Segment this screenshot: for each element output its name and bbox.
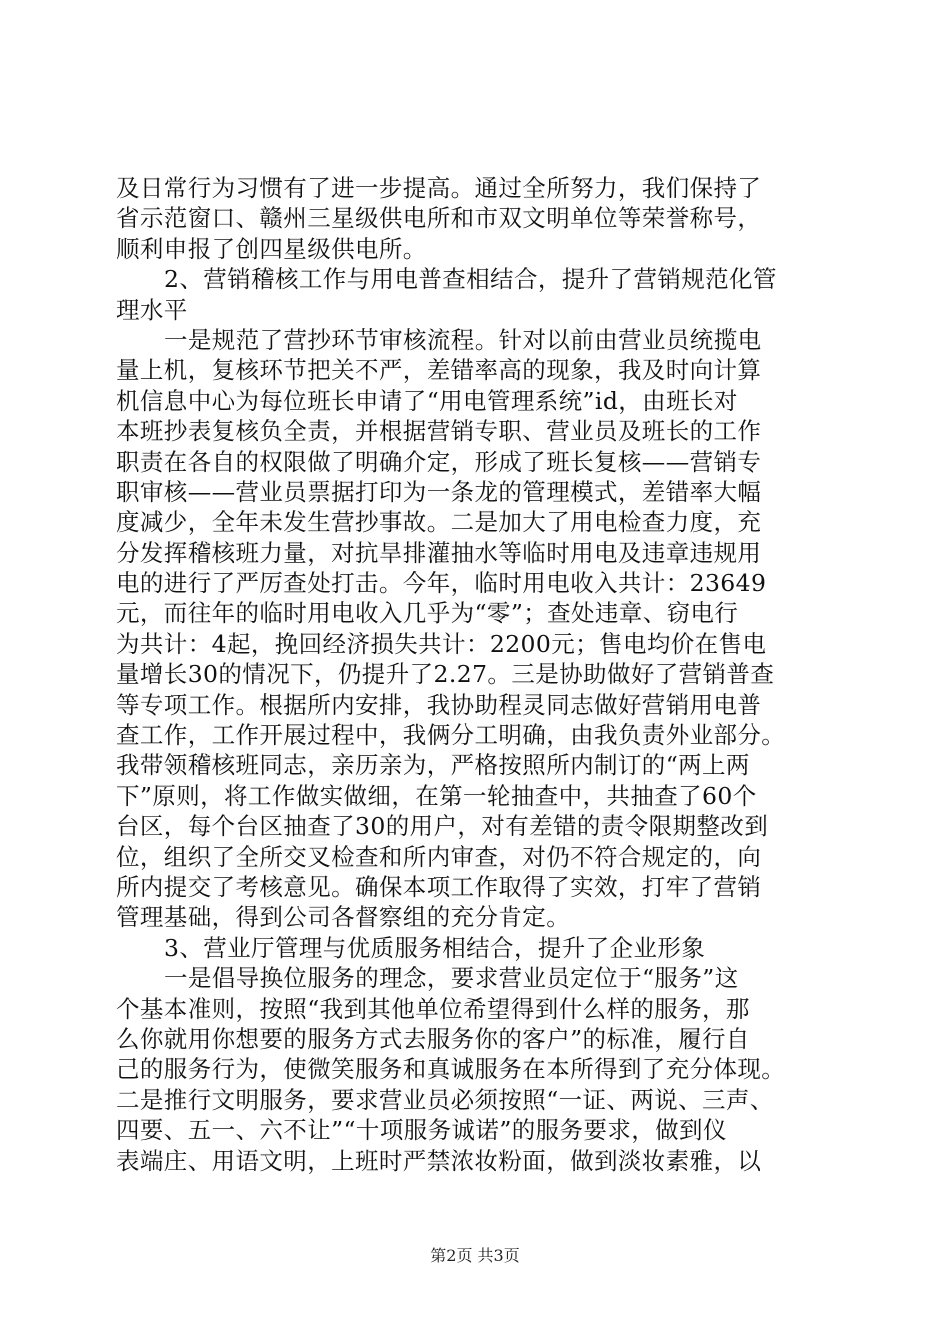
- text-line: 度减少，全年未发生营抄事故。二是加大了用电检查力度，充: [116, 508, 762, 537]
- text-line: 一是倡导换位服务的理念，要求营业员定位于“服务”这: [164, 964, 739, 993]
- page-footer: [0, 1246, 950, 1266]
- text-line: 为共计：4起，挽回经济损失共计：2200元；售电均价在售电: [116, 629, 767, 658]
- text-line: 顺利申报了创四星级供电所。: [116, 234, 427, 263]
- text-line: 元，而往年的临时用电收入几乎为“零”；查处违章、窃电行: [116, 599, 739, 628]
- text-line: 分发挥稽核班力量，对抗旱排灌抽水等临时用电及违章违规用: [116, 538, 762, 567]
- page-number-label: 第2页 共3页: [430, 1246, 520, 1265]
- text-line: 职责在各自的权限做了明确介定，形成了班长复核——营销专: [116, 447, 762, 476]
- text-line: 等专项工作。根据所内安排，我协助程灵同志做好营销用电普: [116, 690, 762, 719]
- text-line: 下”原则，将工作做实做细，在第一轮抽查中，共抽查了60个: [116, 781, 757, 810]
- text-line: 台区，每个台区抽查了30的用户，对有差错的责令限期整改到: [116, 812, 769, 841]
- text-line: 么你就用你想要的服务方式去服务你的客户”的标准，履行自: [116, 1024, 750, 1053]
- section-heading-line: 理水平: [116, 295, 188, 324]
- text-line: 本班抄表复核负全责，并根据营销专职、营业员及班长的工作: [116, 417, 762, 446]
- text-line: 个基本准则，按照“我到其他单位希望得到什么样的服务，那: [116, 994, 750, 1023]
- text-line: 位，组织了全所交叉检查和所内审查，对仍不符合规定的，向: [116, 842, 762, 871]
- text-line: 职审核——营业员票据打印为一条龙的管理模式，差错率大幅: [116, 477, 762, 506]
- text-line: 量上机，复核环节把关不严，差错率高的现象，我及时向计算: [116, 356, 762, 385]
- text-line: 表端庄、用语文明，上班时严禁浓妆粉面，做到淡妆素雅，以: [116, 1146, 762, 1175]
- text-line: 查工作，工作开展过程中，我俩分工明确，由我负责外业部分。: [116, 721, 786, 750]
- text-line: 四要、五一、六不让”“十项服务诚诺”的服务要求，做到仪: [116, 1116, 727, 1145]
- text-line: 省示范窗口、赣州三星级供电所和市双文明单位等荣誉称号，: [116, 204, 762, 233]
- text-line: 管理基础，得到公司各督察组的充分肯定。: [116, 903, 571, 932]
- text-line: 己的服务行为，使微笑服务和真诚服务在本所得到了充分体现。: [116, 1055, 786, 1084]
- text-line: 机信息中心为每位班长申请了“用电管理系统”id，由班长对: [116, 386, 738, 415]
- text-line: 我带领稽核班同志，亲历亲为，严格按照所内制订的“两上两: [116, 751, 750, 780]
- text-line: 量增长30的情况下，仍提升了2.27。三是协助做好了营销普查: [116, 660, 775, 689]
- section-heading-line: 3、营业厅管理与优质服务相结合，提升了企业形象: [164, 933, 706, 962]
- text-line: 所内提交了考核意见。确保本项工作取得了实效，打牢了营销: [116, 872, 762, 901]
- document-body: [116, 173, 836, 1176]
- text-line: 电的进行了严厉查处打击。今年，临时用电收入共计：23649: [116, 569, 767, 598]
- text-line: 及日常行为习惯有了进一步提高。通过全所努力，我们保持了: [116, 174, 762, 202]
- text-line: 一是规范了营抄环节审核流程。针对以前由营业员统揽电: [164, 325, 762, 354]
- text-line: 二是推行文明服务，要求营业员必须按照“一证、两说、三声、: [116, 1085, 774, 1114]
- section-heading-line: 2、营销稽核工作与用电普查相结合，提升了营销规范化管: [164, 265, 777, 294]
